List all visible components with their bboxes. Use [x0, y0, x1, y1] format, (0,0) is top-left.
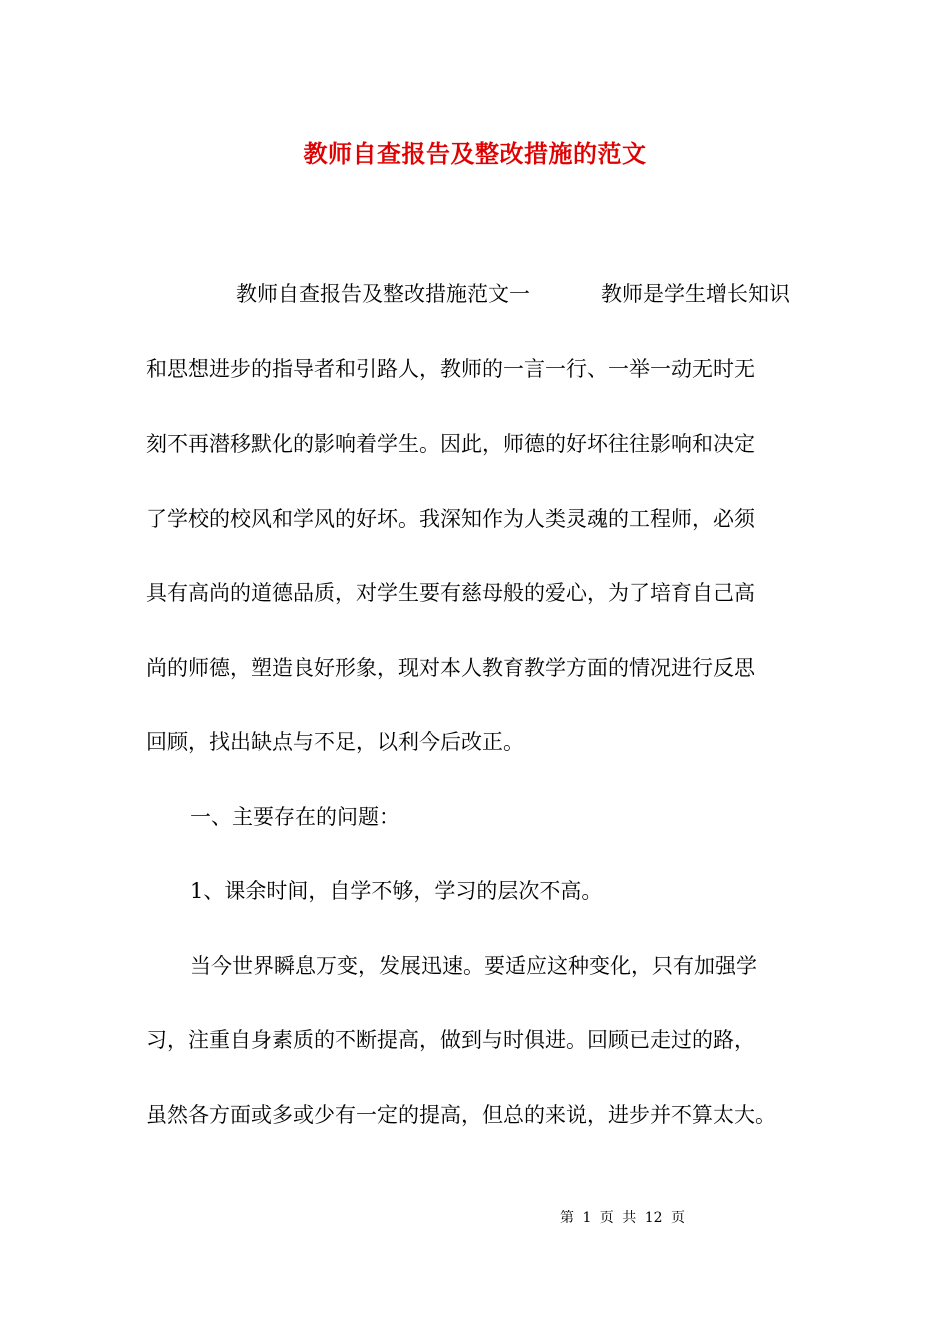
paragraph-line: 习，注重自身素质的不断提高，做到与时俱进。回顾已走过的路， — [146, 1028, 755, 1052]
paragraph-line: 当今世界瞬息万变，发展迅速。要适应这种变化，只有加强学 — [190, 954, 757, 978]
section-heading-inline: 教师自查报告及整改措施范文一 — [236, 282, 530, 306]
paragraph-line: 虽然各方面或多或少有一定的提高，但总的来说，进步并不算太大。 — [146, 1103, 776, 1127]
page-number-footer: 第 1 页 共 12 页 — [560, 1210, 685, 1226]
subsection-heading: 1、课余时间，自学不够，学习的层次不高。 — [190, 879, 603, 903]
paragraph-text: 教师是学生增长知识 — [601, 282, 790, 306]
paragraph-line: 和思想进步的指导者和引路人，教师的一言一行、一举一动无时无 — [146, 357, 755, 381]
paragraph-line: 尚的师德，塑造良好形象，现对本人教育教学方面的情况进行反思 — [146, 656, 755, 680]
paragraph-line: 回顾，找出缺点与不足，以利今后改正。 — [146, 730, 524, 754]
document-title: 教师自查报告及整改措施的范文 — [303, 139, 647, 168]
paragraph-line: 具有高尚的道德品质，对学生要有慈母般的爱心，为了培育自己高 — [146, 581, 755, 605]
paragraph-line: 了学校的校风和学风的好坏。我深知作为人类灵魂的工程师，必须 — [146, 507, 755, 531]
section-heading: 一、主要存在的问题： — [190, 805, 400, 829]
paragraph-line: 刻不再潜移默化的影响着学生。因此，师德的好坏往往影响和决定 — [146, 432, 755, 456]
